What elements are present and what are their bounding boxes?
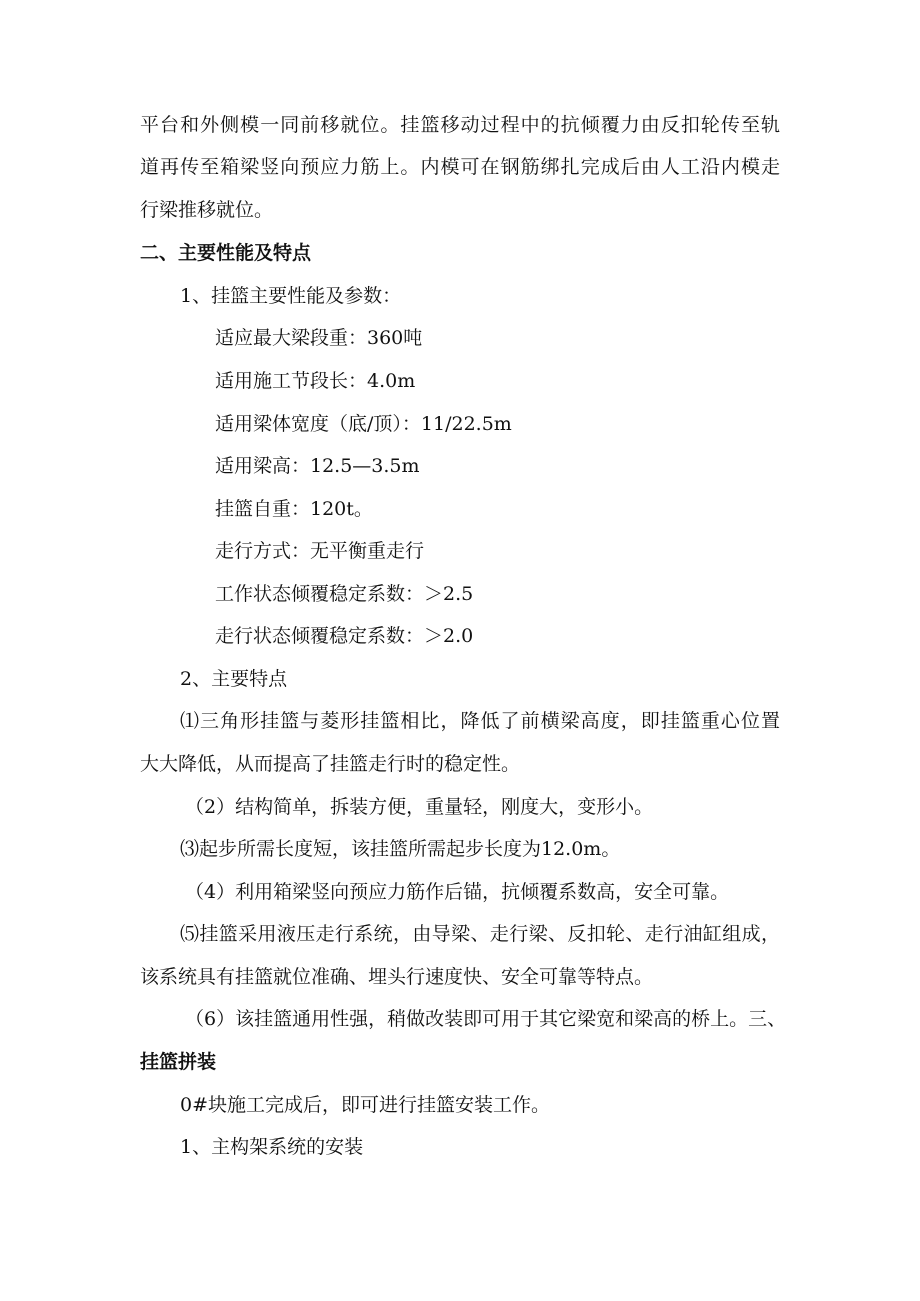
feature-3: ⑶起步所需长度短，该挂篮所需起步长度为12.0m。	[180, 838, 621, 860]
param-travel-method: 走行方式：无平衡重走行	[215, 540, 425, 562]
param-travel-stability: 走行状态倾覆稳定系数：＞2.0	[215, 625, 474, 647]
subsection-2-title: 2、主要特点	[180, 668, 288, 690]
subsection-1-title: 1、挂篮主要性能及参数：	[180, 285, 402, 307]
intro-line-1: 平台和外侧模一同前移就位。挂篮移动过程中的抗倾覆力由反扣轮传至轨	[140, 114, 780, 136]
param-self-weight: 挂篮自重：120t。	[215, 498, 373, 520]
intro-line-3: 行梁推移就位。	[140, 199, 274, 221]
feature-5-line-1: ⑸挂篮采用液压走行系统，由导梁、走行梁、反扣轮、走行油缸组成，	[180, 923, 780, 945]
intro-line-2: 道再传至箱梁竖向预应力筋上。内模可在钢筋绑扎完成后由人工沿内模走	[140, 156, 780, 178]
param-beam-width: 适用梁体宽度（底/顶）：11/22.5m	[215, 413, 512, 435]
feature-4: （4）利用箱梁竖向预应力筋作后锚，抗倾覆系数高，安全可靠。	[185, 881, 730, 903]
section-3-heading: 挂篮拼装	[140, 1051, 217, 1073]
feature-5-line-2: 该系统具有挂篮就位准确、埋头行速度快、安全可靠等特点。	[140, 966, 654, 988]
feature-1-line-1: ⑴三角形挂篮与菱形挂篮相比，降低了前横梁高度，即挂篮重心位置	[180, 710, 780, 732]
section-3-intro: 0#块施工完成后，即可进行挂篮安装工作。	[180, 1094, 551, 1116]
param-segment-length: 适用施工节段长：4.0m	[215, 370, 416, 392]
param-beam-height: 适用梁高：12.5—3.5m	[215, 455, 420, 477]
feature-2: （2）结构简单，拆装方便，重量轻，刚度大，变形小。	[185, 796, 654, 818]
feature-1-line-2: 大大降低，从而提高了挂篮走行时的稳定性。	[140, 753, 521, 775]
section-2-heading: 二、主要性能及特点	[140, 242, 312, 264]
subsection-3-title: 1、主构架系统的安装	[180, 1136, 364, 1158]
feature-6: （6）该挂篮通用性强，稍做改装即可用于其它梁宽和梁高的桥上。三、	[185, 1008, 787, 1030]
param-max-segment-weight: 适应最大梁段重：360吨	[215, 327, 423, 349]
param-working-stability: 工作状态倾覆稳定系数：＞2.5	[215, 583, 474, 605]
